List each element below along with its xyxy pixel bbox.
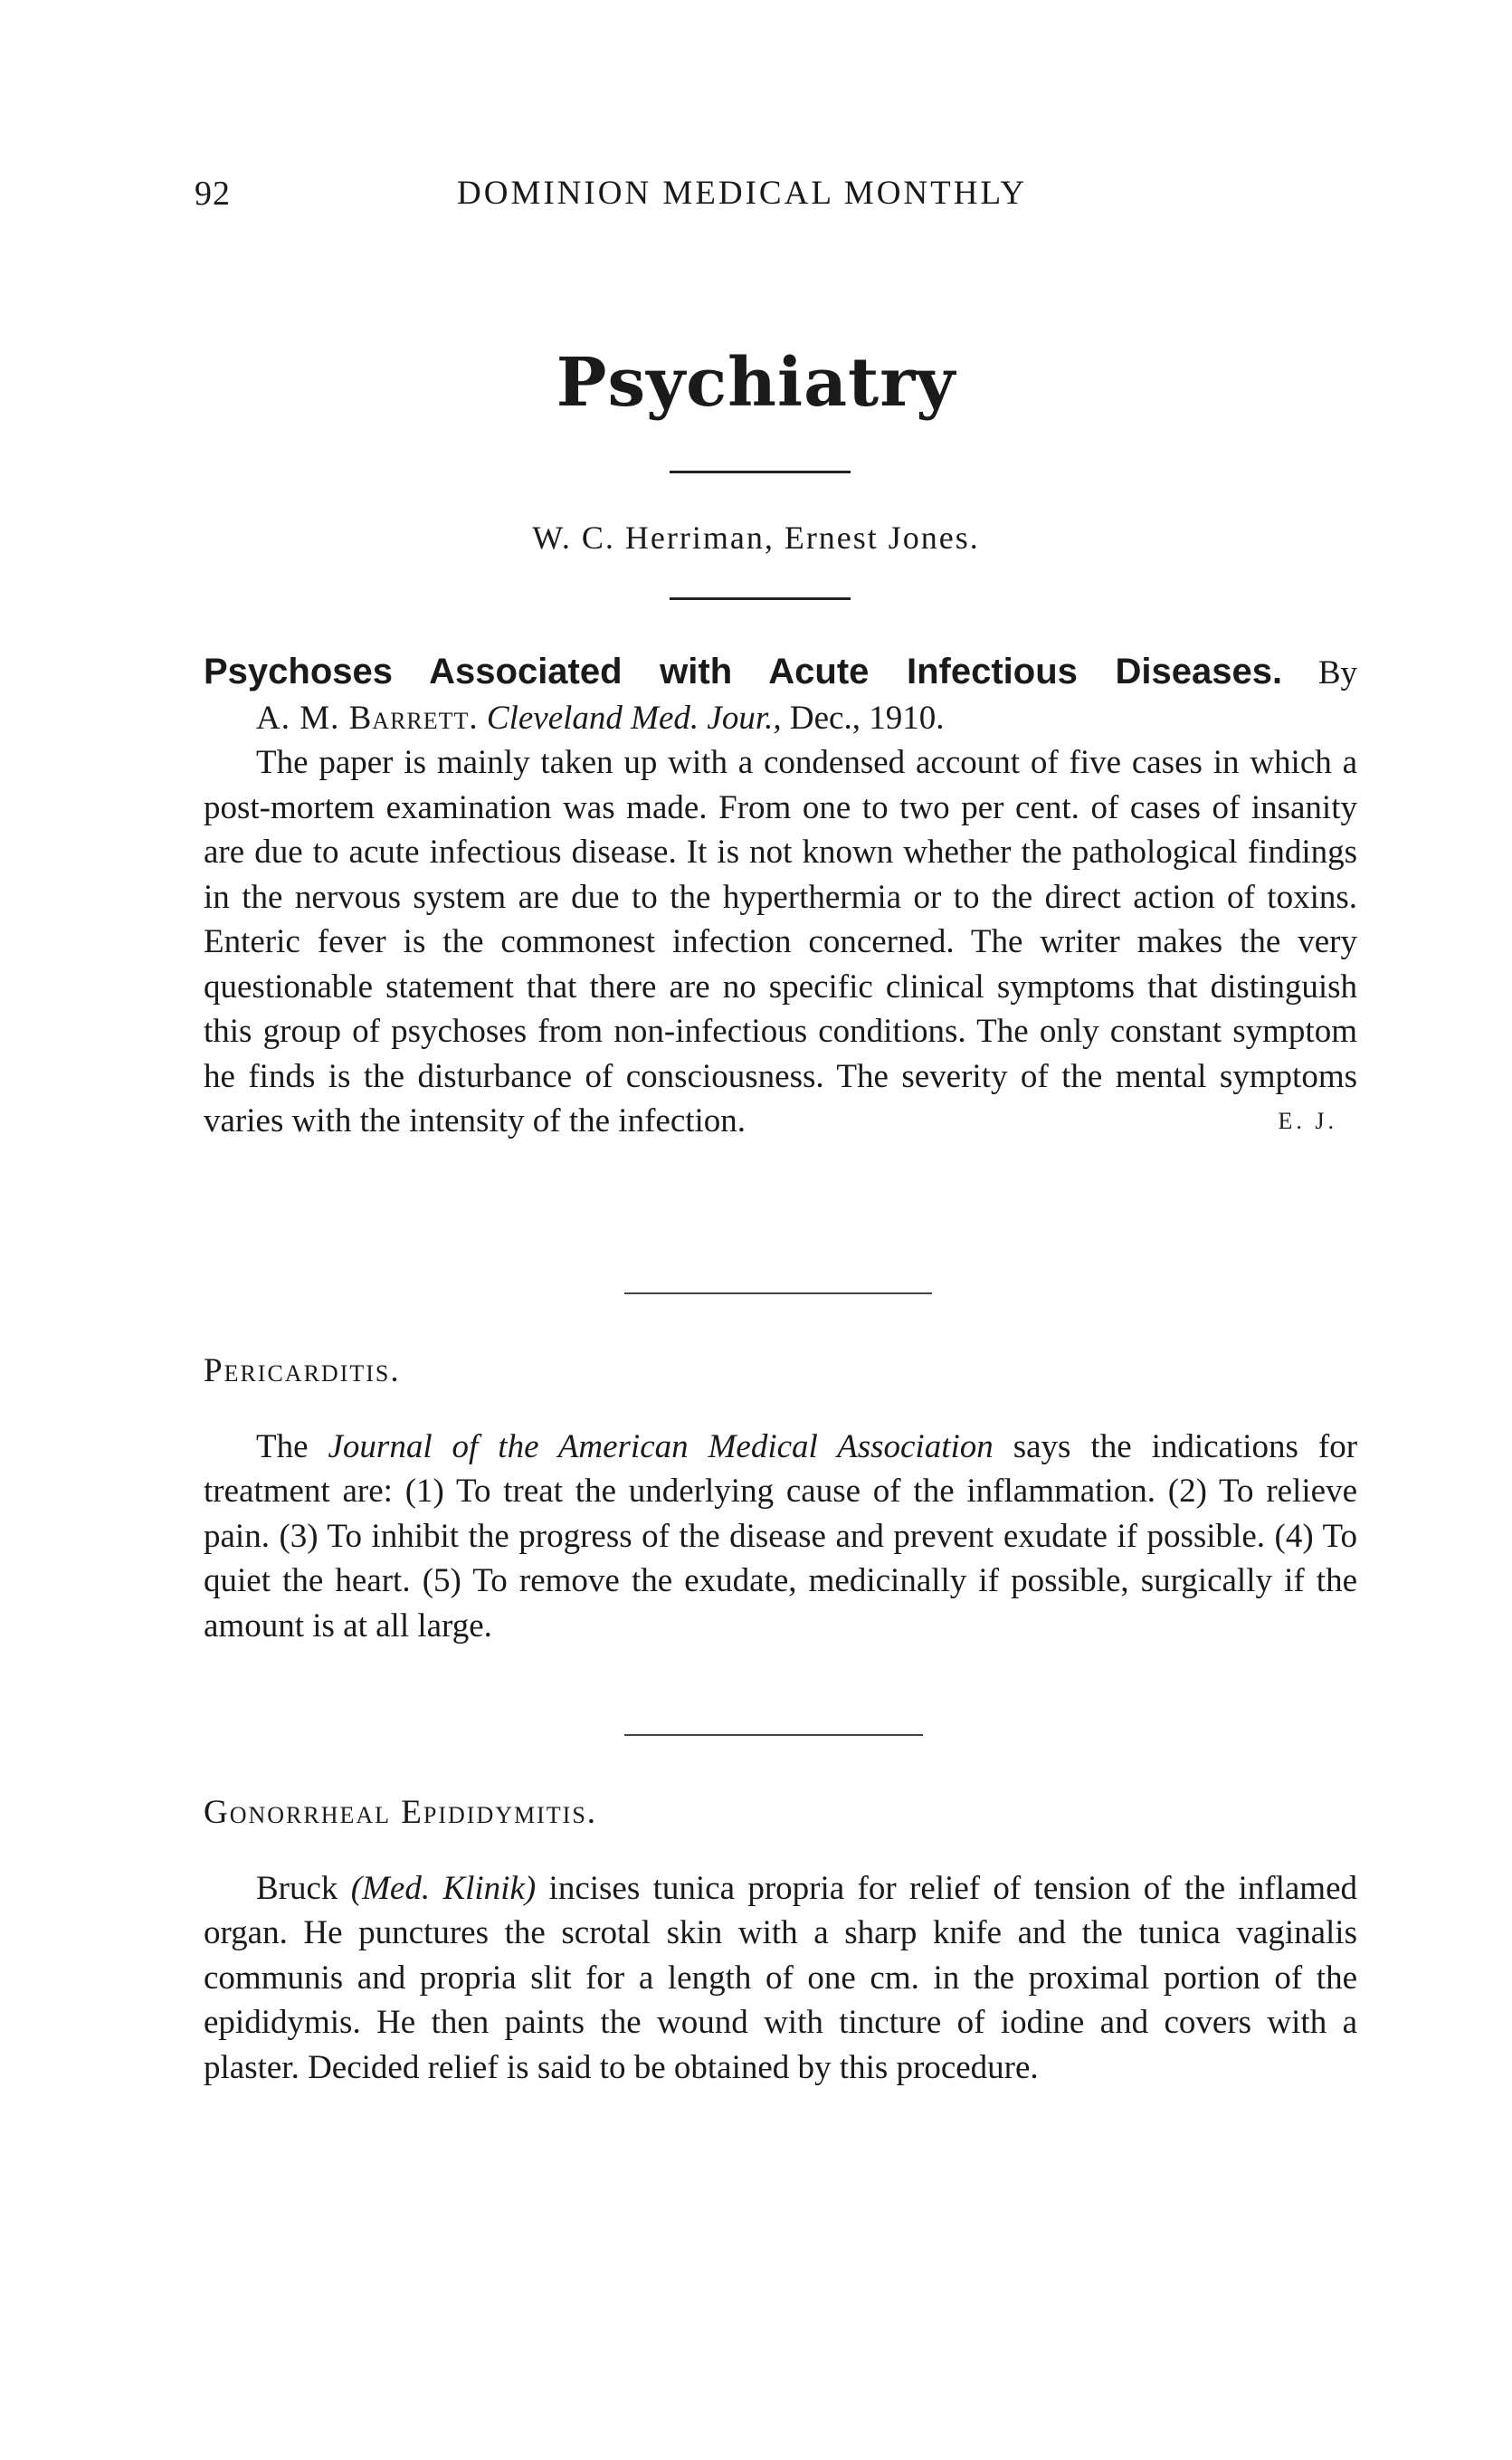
by-word: By <box>1317 654 1357 691</box>
section-title: Psychiatry <box>556 344 956 422</box>
article-heading-line <box>204 650 1357 696</box>
divider-rule <box>624 1292 932 1294</box>
page-number: 92 <box>195 175 231 213</box>
journal-title: DOMINION MEDICAL MONTHLY <box>457 175 1028 212</box>
article-body: The Journal of the American Medical Association says the indications for treatment are: (1) To treat the underlying cause of the inflammation. (2) To relieve pain. (3) To inhibit the progress of the disease and prevent exudate if possible. (4) To quiet the heart. (5) To remove the exudate, medicinally if possible, surgically if the amount is at all large. <box>204 1427 1358 1645</box>
divider-rule <box>670 471 851 473</box>
article-author: A. M. Barrett. <box>256 699 479 737</box>
divider-rule <box>624 1734 923 1736</box>
article-epididymitis <box>204 1790 1357 2090</box>
journal-name: Journal of the American Medical Association <box>328 1427 994 1465</box>
article-pericarditis <box>204 1349 1357 1648</box>
section-editors: W. C. Herriman, Ernest Jones. <box>532 520 980 556</box>
article-byline <box>204 696 1357 741</box>
divider-rule <box>670 597 851 600</box>
article-citation: Cleveland Med. Jour., <box>486 699 782 737</box>
running-head <box>195 174 1344 219</box>
article-signature: E. J. <box>1278 1108 1337 1134</box>
article-psychoses <box>204 650 1357 1144</box>
article-body: The paper is mainly taken up with a condensed account of five cases in which a post-mortem examination was made. From one to two per cent. of cases of insanity are due to acute infectious disease. It is not known whether the pathological findings in the nervous system are due to the hyperthermia or to the direct action of toxins. Enteric fever is the commonest infection concerned. The writer makes the very questionable statement that there are no specific clinical symptoms that distinguish this group of psychoses from non-infectious conditions. The only constant symptom he finds is the disturbance of consciousness. The severity of the mental symptoms varies with the intensity of the infection. E. J. <box>204 740 1357 1144</box>
article-citation: (Med. Klinik) <box>350 1869 537 1907</box>
article-title: Psychoses Associated with Acute Infectious Diseases. <box>204 652 1283 691</box>
article-date: Dec., 1910. <box>789 699 945 737</box>
article-subhead: Gonorrheal Epididymitis. <box>204 1794 598 1831</box>
article-subhead: Pericarditis. <box>204 1352 401 1389</box>
article-body: Bruck (Med. Klinik) incises tunica propria for relief of tension of the inflamed organ. He punctures the scrotal skin with a sharp knife and the tunica vaginalis communis and propria slit for a length of one cm. in the proximal portion of the epididymis. He then paints the wound with tincture of iodine and covers with a plaster. Decided relief is said to be obtained by this procedure. <box>204 1869 1358 2086</box>
